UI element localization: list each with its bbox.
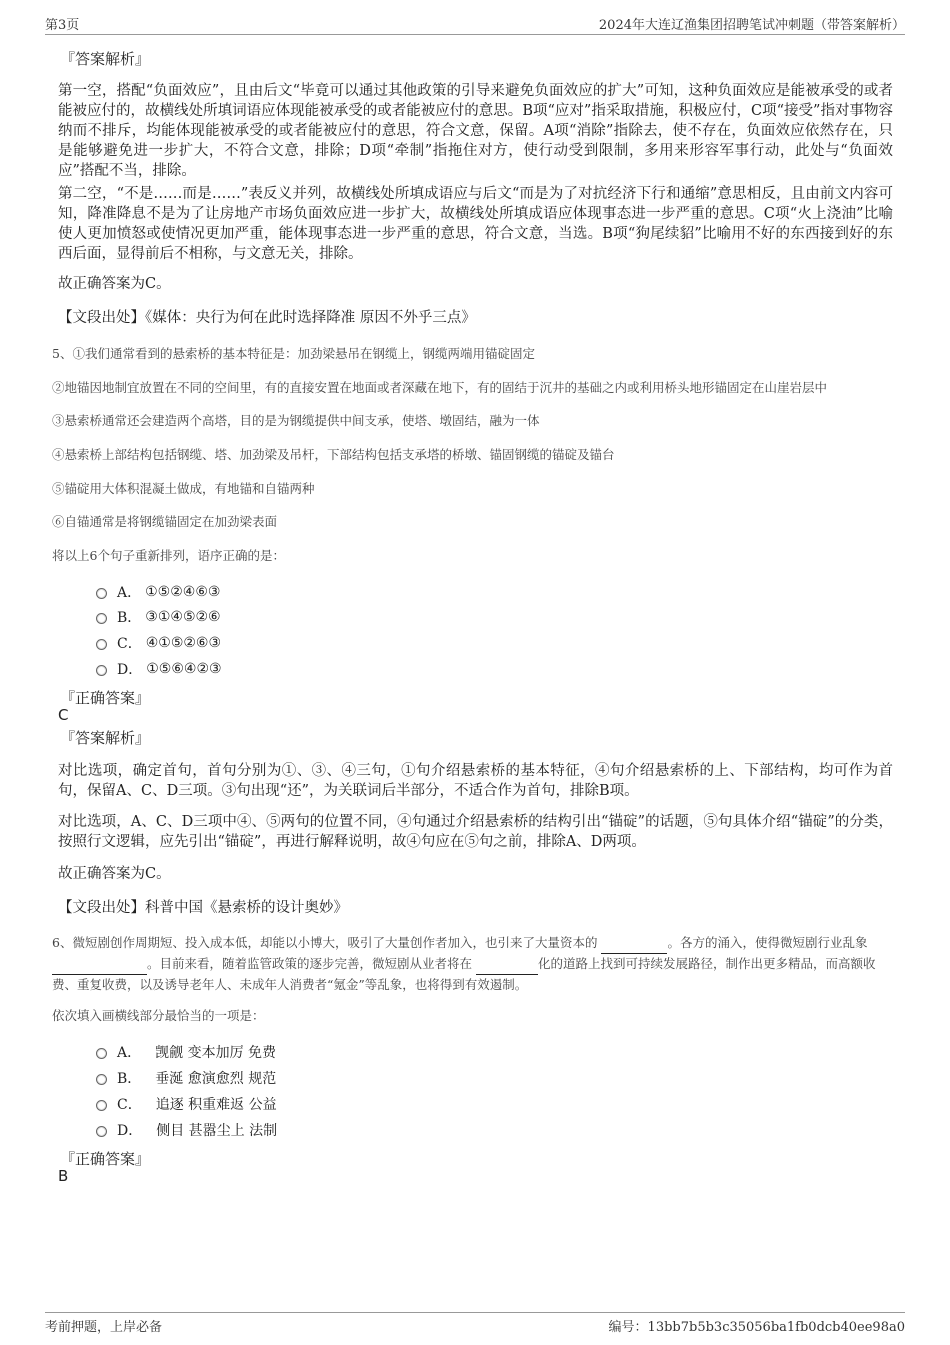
- question-5-line: ②地锚因地制宜放置在不同的空间里，有的直接安置在地面或者深藏在地下，有的固结于沉井的基础之内或利用桥头地形锚固定在山崖岩层中: [52, 380, 828, 395]
- radio-icon[interactable]: [96, 639, 107, 650]
- page-header: [45, 12, 905, 35]
- page-number: 第3页: [45, 18, 80, 33]
- question-5-line: 5、①我们通常看到的悬索桥的基本特征是：加劲梁悬吊在钢缆上，钢缆两端用锚碇固定: [52, 346, 535, 361]
- analysis-conclusion: 故正确答案为C。: [58, 866, 171, 882]
- analysis-paragraph: 对比选项，A、C、D三项中④、⑤两句的位置不同，④句通过介绍悬索桥的结构引出“锚碇”的话题，⑤句具体介绍“锚碇”的分类，按照行文逻辑，应先引出“锚碇”，再进行解释说明，故④句应在⑤句之前，排除A、D两项。: [58, 814, 893, 850]
- option-b[interactable]: B． ③①④⑤②⑥: [96, 607, 221, 627]
- option-a[interactable]: A． ①⑤②④⑥③: [96, 582, 220, 602]
- blank-2[interactable]: [52, 954, 147, 975]
- option-b[interactable]: B． 垂涎 愈演愈烈 规范: [96, 1068, 276, 1088]
- analysis-conclusion: 故正确答案为C。: [58, 276, 171, 292]
- radio-icon[interactable]: [96, 613, 107, 624]
- option-c[interactable]: C． ④①⑤②⑥③: [96, 633, 221, 653]
- page-footer: [45, 1312, 905, 1335]
- analysis-paragraph: 第一空，搭配“负面效应”，且由后文“毕竟可以通过其他政策的引导来避免负面效应的扩大”可知，这种负面效应是能被承受的或者能被应付的，故横线处所填词语应体现能被承受的或者能被应付的意思。B项“应对”指采取措施，积极应付，C项“接受”指对事物容纳而不排斥，均能体现能被承受的或者能被应付的意思，符合文意，保留。A项“消除”指除去，使不存在，负面效应依然存在，只是能够避免进一步扩大，不符合文意，排除；D项“牵制”指拖住对方，使行动受到限制，多用来形容军事行动，此处与“负面效应”搭配不当，排除。: [58, 83, 893, 179]
- radio-icon[interactable]: [96, 1074, 107, 1085]
- option-c[interactable]: C． 追逐 积重难返 公益: [96, 1094, 277, 1114]
- radio-icon[interactable]: [96, 1048, 107, 1059]
- option-d[interactable]: D． ①⑤⑥④②③: [96, 659, 222, 679]
- radio-icon[interactable]: [96, 1126, 107, 1137]
- answer-analysis-label: 『答案解析』: [60, 50, 151, 68]
- footer-slogan: 考前押题，上岸必备: [45, 1320, 163, 1335]
- analysis-paragraph: 对比选项，确定首句，首句分别为①、③、④三句，①句介绍悬索桥的基本特征，④句介绍悬索桥的上、下部结构，均可作为首句，保留A、C、D三项。③句出现“还”，为关联词后半部分，不适合作为首句，排除B项。: [58, 763, 893, 799]
- analysis-paragraph: 第二空，“不是……而是……”表反义并列，故横线处所填成语应与后文“而是为了对抗经济下行和通缩”意思相反，且由前文内容可知，降准降息不是为了让房地产市场负面效应进一步扩大，故横线处所填成语应体现事态进一步严重的意思。C项“火上浇油”比喻使人更加愤怒或使情况更加严重，能体现事态进一步严重的意思，符合文意，当选。B项“狗尾续貂”比喻用不好的东西接到好的东西后面，显得前后不相称，与文意无关，排除。: [58, 186, 893, 262]
- blank-1[interactable]: [601, 933, 667, 954]
- document-title: 2024年大连辽渔集团招聘笔试冲刺题（带答案解析）: [598, 18, 905, 33]
- question-5-line: ⑤锚碇用大体积混凝土做成，有地锚和自锚两种: [52, 481, 315, 496]
- radio-icon[interactable]: [96, 1100, 107, 1111]
- option-d[interactable]: D． 侧目 甚嚣尘上 法制: [96, 1120, 277, 1140]
- correct-answer-label: 『正确答案』: [60, 1150, 151, 1168]
- source-citation: 【文段出处】科普中国《悬索桥的设计奥妙》: [58, 900, 348, 916]
- document-id: 编号：13bb7b5b3c35056ba1fb0dcb40ee98a0: [608, 1320, 905, 1335]
- answer-analysis-label: 『答案解析』: [60, 729, 151, 747]
- question-6-stem: 6、微短剧创作周期短、投入成本低，却能以小博大，吸引了大量创作者加入，也引来了大量资本的 。各方的涌入，使得微短剧行业乱象 。目前来看，随着监管政策的逐步完善，微短剧从业者将在 化的道路上找到可持续发展路径，制作出更多精品，而高额收费、重复收费，以及诱导老年人、未成年人消费者“氪金”等乱象，也将得到有效遏制。: [52, 935, 876, 992]
- question-5-line: ③悬索桥通常还会建造两个高塔，目的是为钢缆提供中间支承，使塔、墩固结，融为一体: [52, 413, 540, 428]
- radio-icon[interactable]: [96, 665, 107, 676]
- correct-answer-label: 『正确答案』: [60, 689, 151, 707]
- blank-3[interactable]: [476, 954, 538, 975]
- correct-answer: C: [58, 706, 69, 724]
- option-a[interactable]: A． 觊觎 变本加厉 免费: [96, 1042, 276, 1062]
- question-5-line: ⑥自锚通常是将钢缆锚固定在加劲梁表面: [52, 514, 278, 529]
- correct-answer: B: [58, 1167, 69, 1185]
- question-6-prompt: 依次填入画横线部分最恰当的一项是：: [52, 1008, 265, 1023]
- question-5-line: ④悬索桥上部结构包括钢缆、塔、加劲梁及吊杆，下部结构包括支承塔的桥墩、锚固钢缆的锚碇及锚台: [52, 447, 615, 462]
- radio-icon[interactable]: [96, 588, 107, 599]
- question-5-prompt: 将以上6个句子重新排列，语序正确的是：: [52, 548, 285, 563]
- source-citation: 【文段出处】《媒体：央行为何在此时选择降准 原因不外乎三点》: [58, 310, 476, 326]
